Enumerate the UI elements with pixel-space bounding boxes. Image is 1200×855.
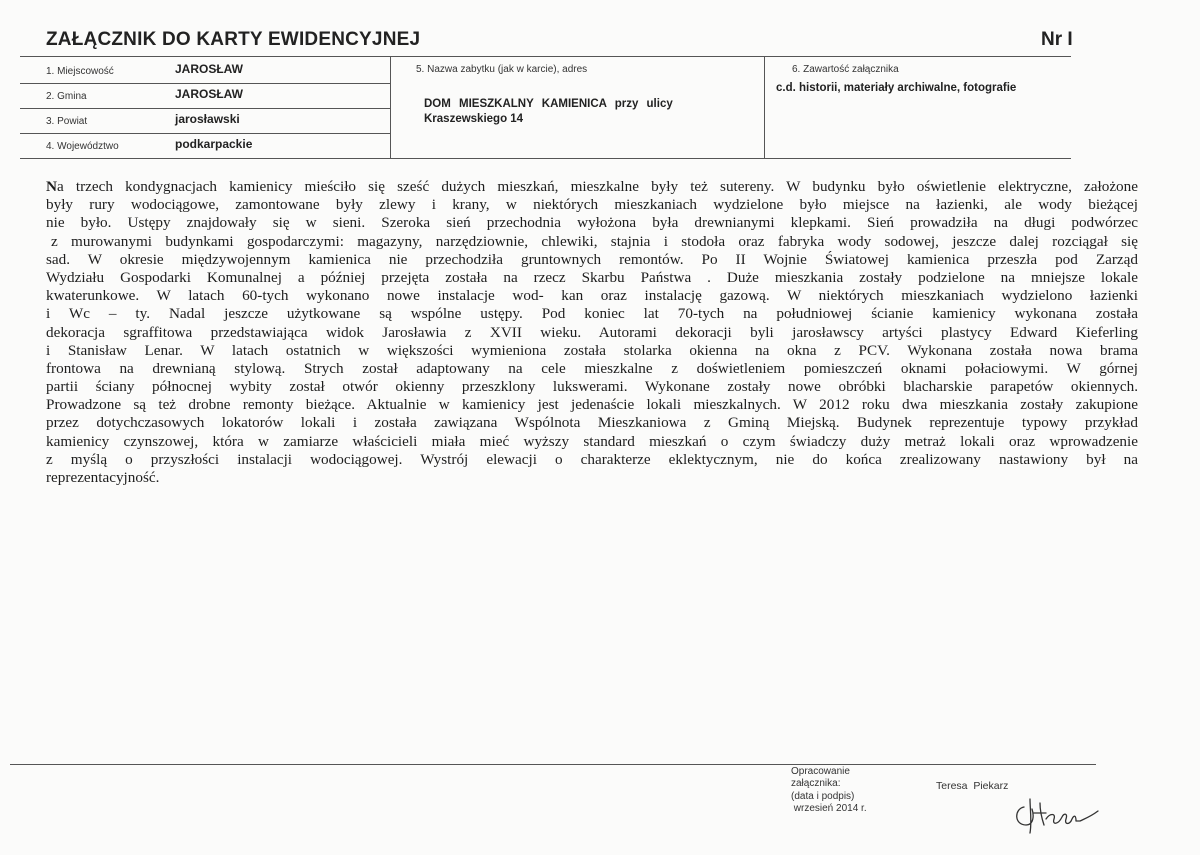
prepared-label: załącznika: — [791, 778, 841, 790]
contents-value: c.d. historii, materiały archiwalne, fotografie — [776, 82, 1017, 94]
text-line: były rury wodociągowe, zamontowane były zlewy i krany, w niektórych mieszkaniach wydzielone było miejsce na łazienki, ale wody bieżącej — [46, 196, 1138, 214]
commune-value: JAROSŁAW — [175, 87, 244, 101]
monument-name-line-1: DOM MIESZKALNY KAMIENICA przy ulicy — [424, 98, 673, 110]
text-line: z myślą o przyszłości instalacji wodociągowej. Wystrój elewacji o charakterze eklektycznym, nie do końca zrealizowany nastawiony był na — [46, 450, 1138, 468]
table-bottom-rule — [20, 158, 1071, 159]
text-line: Prowadzone są też drobne remonty bieżące. Aktualnie w kamienicy jest jedenaście lokali mieszkalnych. W 2012 roku dwa mieszkania zostały zakupione — [46, 396, 1138, 414]
locality-label: 1. Miejscowość — [46, 66, 114, 77]
footer-rule — [10, 764, 1096, 765]
text-line: reprezentacyjność. — [46, 469, 160, 486]
signature-icon — [1010, 795, 1105, 835]
date-signature-label: (data i podpis) — [791, 790, 855, 802]
district-label: 3. Powiat — [46, 116, 88, 127]
text-line: frontowa na drewnianą stylową. Strych został adaptowany na cele mieszkalne z doświetleniem pomieszczeń oknami połaciowymi. W górnej — [46, 359, 1138, 377]
row-divider — [20, 133, 390, 134]
history-text — [46, 178, 1138, 487]
prepared-label: Opracowanie — [791, 766, 850, 777]
column-divider — [764, 56, 765, 159]
text-line: Na trzech kondygnacjach kamienicy mieściło się sześć dużych mieszkań, mieszkalne były też sutereny. W budynku było oświetlenie elektryczne, założone — [46, 178, 1138, 195]
text-line: dekoracja sgraffitowa przedstawiająca widok Jarosławia z XVII wieku. Autorami dekoracji byli jarosławscy artyści plastycy Edward Kieferling — [46, 323, 1138, 341]
text-line: i Wc – ty. Nadal jeszcze użytkowane są wspólne ustępy. Pod koniec lat 70-tych na południowej ścianie kamienicy wykonana została — [46, 305, 1138, 323]
locality-value: JAROSŁAW — [175, 62, 244, 76]
first-letter: N — [46, 178, 57, 195]
prepared-by-block — [791, 766, 867, 815]
column-divider — [390, 56, 391, 159]
district-value: jarosławski — [175, 112, 240, 126]
monument-name — [424, 97, 724, 127]
text-line: z murowanymi budynkami gospodarczymi: magazyny, narzędziownie, chlewiki, stajnia i stodoła oraz fabryka wody sodowej, jeszcze dalej rozciągał się — [51, 232, 1138, 250]
text-line: i Stanisław Lenar. W latach ostatnich w większości wymieniona została stolarka okienna na okna z PCV. Wykonana została nowa brama — [46, 341, 1138, 359]
contents-label: 6. Zawartość załącznika — [792, 64, 899, 75]
voivodeship-label: 4. Województwo — [46, 141, 119, 152]
text-line: przez dotychczasowych lokatorów lokali i została zawiązana Wspólnota Mieszkaniowa z Gminą Miejską. Budynek reprezentuje typowy przykład — [46, 414, 1138, 432]
author-name: Teresa Piekarz — [936, 780, 1009, 792]
text-line: sad. W okresie międzywojennym kamienica nie przechodziła gruntownych remontów. Po II Wojnie Światowej kamienica przeszła pod Zarząd — [46, 250, 1138, 268]
text-line: partii ściany północnej wybity został otwór okienny przeszklony lukswerami. Wykonane zostały nowe obróbki blacharskie parapetów okiennych. — [46, 378, 1138, 396]
text-line: nie było. Ustępy znajdowały się w sieni. Szeroka sień przechodnia wyłożona była drewnianymi klepkami. Sień prowadziła na długi podwórzec — [46, 214, 1138, 232]
text-line: kwaterunkowe. W latach 60-tych wykonano nowe instalacje wod- kan oraz instalację gazową. W niektórych mieszkaniach wydzielono łazienki — [46, 287, 1138, 305]
text-line: kamienicy czynszowej, która w zamiarze właścicieli miała mieć wyższy standard mieszkań o czym świadczy duży metraż lokali oraz wprowadzenie — [46, 432, 1138, 450]
text-line: Wydziału Gospodarki Komunalnej a później przejęta została na rzecz Skarbu Państwa . Duże mieszkania zostały podzielone na mniejsze lokale — [46, 268, 1138, 286]
document-title: ZAŁĄCZNIK DO KARTY EWIDENCYJNEJ — [46, 29, 421, 50]
table-top-rule — [20, 56, 1071, 57]
monument-address: Kraszewskiego 14 — [424, 113, 524, 125]
attachment-number: Nr I — [1041, 29, 1073, 50]
voivodeship-value: podkarpackie — [175, 137, 253, 151]
prepared-date: wrzesień 2014 r. — [791, 802, 867, 814]
commune-label: 2. Gmina — [46, 91, 87, 102]
row-divider — [20, 83, 390, 84]
monument-label: 5. Nazwa zabytku (jak w karcie), adres — [416, 64, 588, 75]
row-divider — [20, 108, 390, 109]
